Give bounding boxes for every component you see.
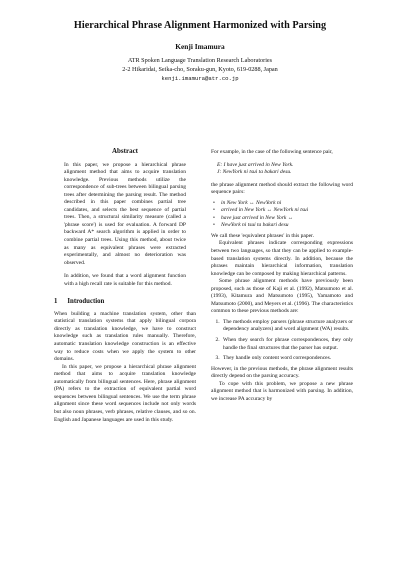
- right-paragraph-3: We call these 'equivalent phrases' in this paper.: [211, 232, 314, 239]
- abstract-body: [54, 162, 196, 289]
- affiliation-line-1: ATR Spoken Language Translation Research Laboratories: [127, 57, 273, 64]
- email-line: [0, 74, 400, 83]
- phrase-pair-item: • in New York ↔ NewYork ni: [221, 200, 353, 208]
- right-column: [211, 149, 353, 403]
- abstract-paragraph-1: In this paper, we propose a hierarchical phrase alignment method that aims to acquire translation knowledge. Previous methods utilize the correspondence of sub-trees between bilingual parsing trees after determining the parsing result. The method described in this paper combines partial tree candidates, and selects the best sequence of partial trees. Then, a structural similarity measure (called a 'phrase score') is used for evaluation. A forward DP backward A* search algorithm is applied in order to combine partial trees. Using this method, about twice as many as equivalent phrases were extracted experimentally, and almost no deterioration was observed.: [64, 161, 186, 266]
- characteristic-item: 2. When they search for phrase correspondences, they only handle the final structures that the parser has output.: [221, 337, 353, 352]
- right-paragraph-7: To cope with this problem, we propose a new phrase alignment method that is harmonized with parsing. In addition, we increase PA accuracy by: [211, 380, 353, 402]
- left-column: [54, 148, 196, 424]
- intro-heading: [54, 298, 196, 306]
- intro-paragraph-1: When building a machine translation system, other than statistical translation systems that apply bilingual corpora directly as translation knowledge, we have to construct knowledge such as translation rules manually. Therefore, automatic translation knowledge construction is an effective way to reduce costs when we apply the system to other domains.: [54, 310, 196, 363]
- characteristic-item: 1. The methods employ parsers (phrase structure analyzers or dependency analyzers) and word alignment (WA) results.: [221, 319, 353, 334]
- author-email: kenji.imamura@atr.co.jp: [161, 75, 239, 82]
- example-english: E: I have just arrived in New York.: [217, 161, 294, 168]
- phrase-pair-item-continued: • NewYork ni tsui ta bakari desu: [221, 222, 353, 230]
- intro-paragraph-2: In this paper, we propose a hierarchical phrase alignment method that aims to acquire translation knowledge automatically from bilingual sentences. Here, phrase alignment (PA) refers to the extraction of equivalent partial word sequences between bilingual sentences. We use the term phrase alignment since these word sequences include not only words but also noun phrases, verb phrases, relative clauses, and so on. English and Japanese languages are used in this study.: [54, 363, 196, 423]
- phrase-pair-item: • have just arrived in New York ↔: [221, 215, 353, 223]
- intro-section-number: 1: [54, 298, 58, 306]
- abstract-heading: Abstract: [111, 147, 139, 155]
- abstract-paragraph-2: In addition, we found that a word alignment function with a high recall rate is suitable for this method.: [64, 273, 186, 287]
- right-paragraph-4: Equivalent phrases indicate corresponding expressions between two languages, so that they can be applied to example-based translation systems directly. In addition, because the phrases maintain hierarchical information, translation knowledge can be composed by making hierarchical patterns.: [211, 240, 353, 277]
- author-name: Kenji Imamura: [175, 42, 225, 51]
- intro-section-title: Introduction: [67, 298, 105, 306]
- right-paragraph-5: Some phrase alignment methods have previously been proposed, such as those of Kaji et al. (1992), Matsumoto et al. (1993), Kitamura and Matsumoto (1995), Yamamoto and Matsumoto (2000), and Meyers et al. (1996). The characteristics common to these previous methods are:: [211, 278, 353, 315]
- phrase-pair-item: • arrived in New York ↔ NewYork ni tsui: [221, 207, 353, 215]
- phrase-pair-list: [211, 200, 353, 230]
- right-paragraph-1: For example, in the case of the following sentence pair,: [211, 149, 333, 155]
- example-japanese: J: NewYork ni tsui ta bakari desu.: [217, 169, 292, 176]
- characteristics-list: [211, 319, 353, 363]
- right-paragraph-6: However, in the previous methods, the phrase alignment results directly depend on the parsing accuracy.: [211, 365, 353, 380]
- paper-title: Hierarchical Phrase Alignment Harmonized with Parsing: [73, 20, 327, 31]
- affiliation-line-2: 2-2 Hikaridai, Seika-cho, Soraku-gun, Kyoto, 619-0288, Japan: [122, 66, 278, 73]
- characteristic-item: 3. They handle only content word correspondences.: [221, 355, 353, 363]
- example-sentence-pair: [217, 162, 353, 177]
- right-paragraph-2: the phrase alignment method should extract the following word sequence pairs:: [211, 181, 353, 196]
